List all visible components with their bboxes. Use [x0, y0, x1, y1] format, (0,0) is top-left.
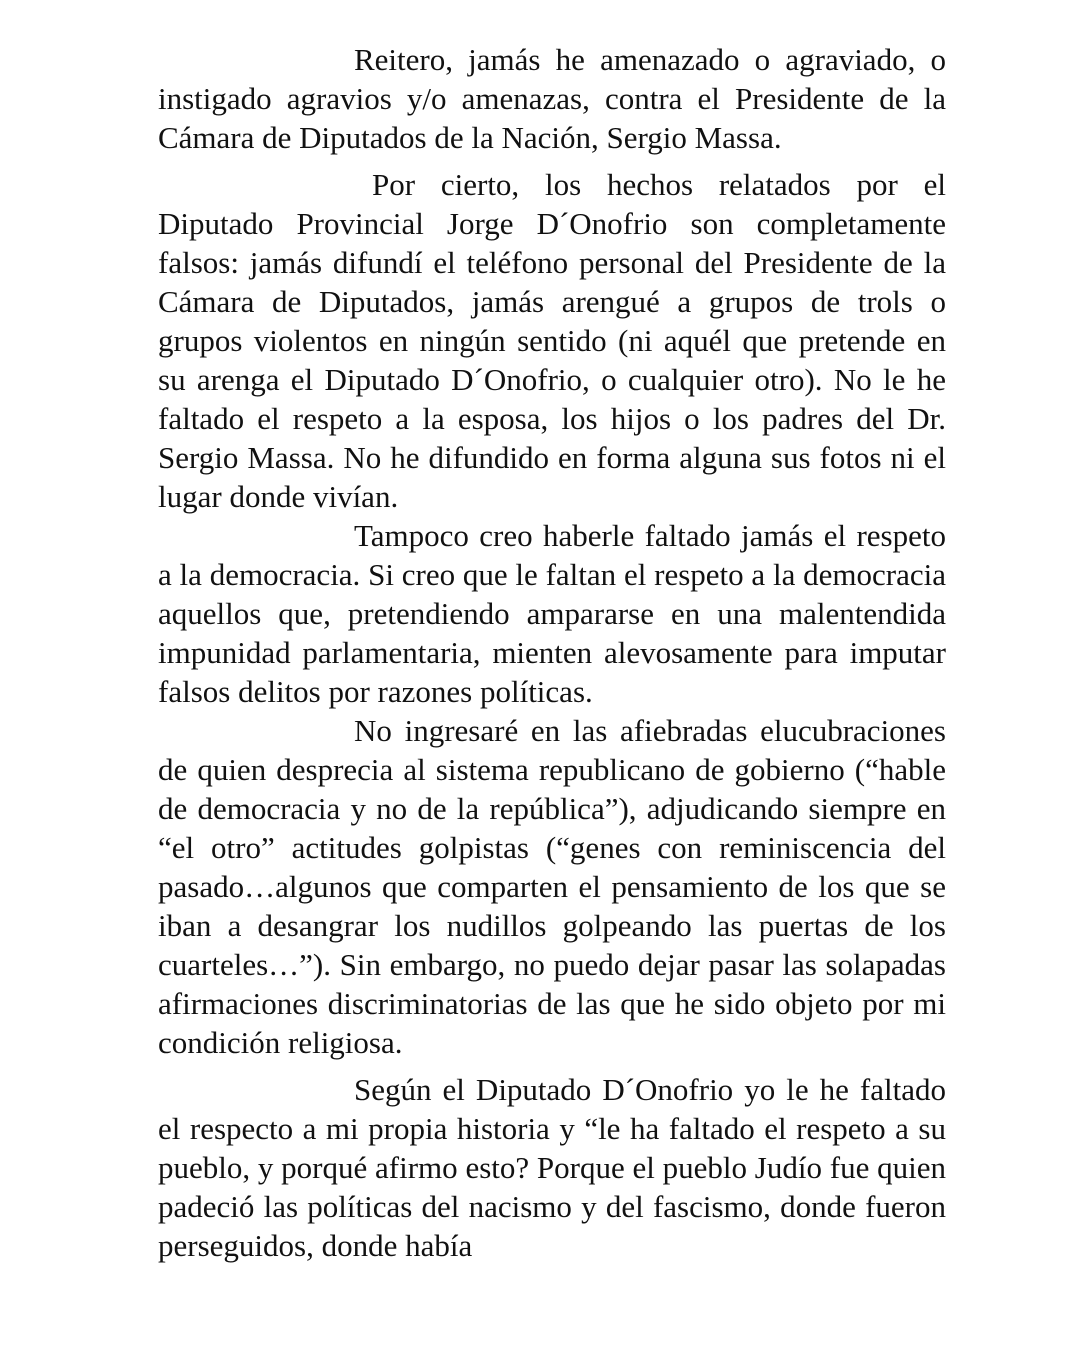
paragraph-tampoco: Tampoco creo haberle faltado jamás el respeto a la democracia. Si creo que le faltan el respeto a la democracia aquellos que, pretendiendo ampararse en una malentendida impunidad parlamentaria, mienten alevosamente para imputar falsos delitos por razones políticas.	[158, 518, 946, 709]
paragraph-segun: Según el Diputado D´Onofrio yo le he faltado el respecto a mi propia historia y “le ha faltado el respeto a su pueblo, y porqué afirmo esto? Porque el pueblo Judío fue quien padeció las políticas del nacismo y del fascismo, donde fueron perseguidos, donde había	[158, 1072, 946, 1263]
paragraph-reitero: Reitero, jamás he amenazado o agraviado, o instigado agravios y/o amenazas, contra el Presidente de la Cámara de Diputados de la Nación, Sergio Massa.	[158, 42, 946, 155]
paragraph-no-ingresare: No ingresaré en las afiebradas elucubraciones de quien desprecia al sistema republicano de gobierno (“hable de democracia y no de la república”), adjudicando siempre en “el otro” actitudes golpistas (“genes con reminiscencia del pasado…algunos que comparten el pensamiento de los que se iban a desangrar los nudillos golpeando las puertas de los cuarteles…”). Sin embargo, no puedo dejar pasar las solapadas afirmaciones discriminatorias de las que he sido objeto por mi condición religiosa.	[158, 713, 946, 1060]
paragraph-por-cierto: Por cierto, los hechos relatados por el Diputado Provincial Jorge D´Onofrio son completamente falsos: jamás difundí el teléfono personal del Presidente de la Cámara de Diputados, jamás arengué a grupos de trols o grupos violentos en ningún sentido (ni aquél que pretende en su arenga el Diputado D´Onofrio, o cualquier otro). No le he faltado el respeto a la esposa, los hijos o los padres del Dr. Sergio Massa. No he difundido en forma alguna sus fotos ni el lugar donde vivían.	[158, 167, 946, 514]
document-body	[158, 0, 946, 1265]
paragraph-continuation	[158, 0, 946, 1]
